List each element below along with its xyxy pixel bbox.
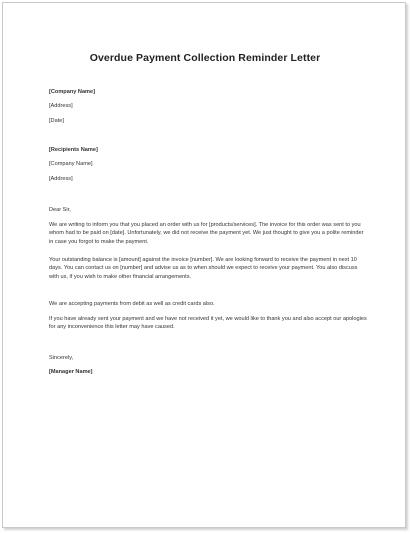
paragraph-3: We are accepting payments from debit as well as credit cards also. bbox=[49, 301, 215, 307]
sender-address: [Address] bbox=[49, 103, 73, 110]
recipient-company-name: [Company Name] bbox=[49, 161, 93, 168]
sender-block bbox=[49, 88, 367, 125]
salutation-text: Dear Sir, bbox=[49, 207, 71, 213]
recipient-name: [Recipients Name] bbox=[49, 147, 98, 153]
salutation bbox=[49, 206, 367, 214]
closing-block bbox=[49, 354, 367, 377]
signature: [Manager Name] bbox=[49, 369, 93, 376]
paragraph-4: If you have already sent your payment and we have not received it yet, we would like to thank you and also accept our apologies for any inconvenience this letter may have caused. bbox=[49, 316, 367, 331]
sender-date: [Date] bbox=[49, 117, 64, 124]
recipient-block bbox=[49, 146, 367, 183]
closing: Sincerely, bbox=[49, 355, 74, 361]
paragraph-2: Your outstanding balance is [amount] against the invoice [number]. We are looking forward to receive the payment in next 10 days. You can contact us on [number] and advise us as to when should we expect to receive your payment. You also discuss with us, if you wish to make other financial arrangements. bbox=[49, 257, 358, 280]
letter-page bbox=[2, 2, 406, 528]
letter-title: Overdue Payment Collection Reminder Letter bbox=[89, 52, 321, 64]
recipient-address: [Address] bbox=[49, 175, 73, 182]
paragraph-1: We are writing to inform you that you placed an order with us for [products/services]. The invoice for this order was sent to you whom had to be paid on [date]. Unfortunately, we did not receive the payment yet. We just thought to give you a polite reminder in case you forgot to make the payment. bbox=[49, 222, 364, 245]
sender-company-name: [Company Name] bbox=[49, 89, 96, 95]
